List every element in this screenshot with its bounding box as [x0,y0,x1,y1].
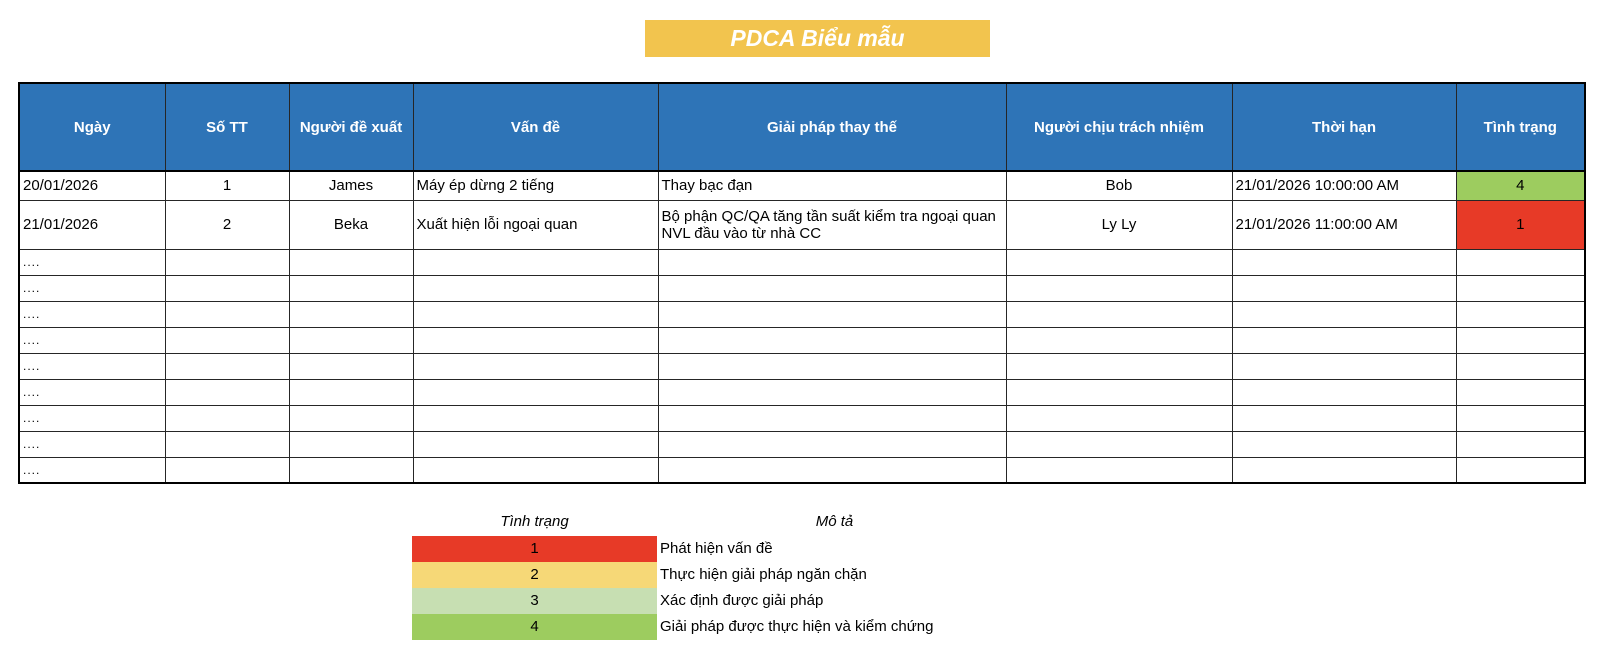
empty-cell[interactable] [289,275,413,301]
empty-cell[interactable] [289,379,413,405]
cell-owner[interactable]: Bob [1006,171,1232,200]
empty-cell[interactable] [658,249,1006,275]
legend-row [412,588,1015,614]
empty-cell[interactable] [289,457,413,483]
cell-deadline[interactable]: 21/01/2026 10:00:00 AM [1232,171,1456,200]
cell-date[interactable]: 21/01/2026 [19,200,165,249]
empty-cell[interactable] [658,327,1006,353]
empty-cell[interactable] [289,327,413,353]
cell-issue[interactable]: Xuất hiện lỗi ngoại quan [413,200,658,249]
legend-description-header: Mô tả [815,513,854,530]
header-row [19,83,1585,171]
empty-cell[interactable] [165,431,289,457]
empty-cell[interactable] [658,457,1006,483]
empty-cell-marker[interactable]: .... [19,379,165,405]
empty-cell[interactable] [1456,379,1585,405]
empty-cell[interactable] [1006,249,1232,275]
empty-cell[interactable] [289,353,413,379]
empty-cell[interactable] [1006,353,1232,379]
empty-cell[interactable] [1456,327,1585,353]
cell-no[interactable]: 1 [165,171,289,200]
empty-cell[interactable] [413,431,658,457]
empty-cell[interactable] [1006,327,1232,353]
column-header-date[interactable]: Ngày [19,83,165,171]
pdca-table-body [19,171,1585,483]
legend-status-cell[interactable]: 3 [412,588,657,614]
cell-issue[interactable]: Máy ép dừng 2 tiếng [413,171,658,200]
empty-cell[interactable] [413,275,658,301]
empty-cell[interactable] [1456,405,1585,431]
empty-table-row [19,353,1585,379]
empty-cell[interactable] [289,249,413,275]
cell-owner[interactable]: Ly Ly [1006,200,1232,249]
empty-cell[interactable] [413,301,658,327]
empty-cell-marker[interactable]: .... [19,457,165,483]
empty-table-row [19,457,1585,483]
empty-cell[interactable] [289,405,413,431]
empty-cell[interactable] [1232,301,1456,327]
empty-cell-marker[interactable]: .... [19,301,165,327]
empty-cell[interactable] [289,431,413,457]
empty-cell-marker[interactable]: .... [19,431,165,457]
table-row [19,200,1585,249]
column-header-status[interactable]: Tình trạng [1456,83,1585,171]
empty-cell[interactable] [1232,249,1456,275]
cell-proposer[interactable]: Beka [289,200,413,249]
empty-cell[interactable] [1232,379,1456,405]
empty-cell[interactable] [1456,301,1585,327]
empty-table-row [19,275,1585,301]
title-banner[interactable] [645,20,990,57]
empty-cell[interactable] [413,327,658,353]
empty-cell[interactable] [658,275,1006,301]
page-title: PDCA Biểu mẫu [730,25,905,51]
empty-cell[interactable] [1232,431,1456,457]
empty-cell[interactable] [1006,457,1232,483]
status-cell[interactable]: 4 [1456,171,1585,200]
legend-row [412,536,1015,562]
column-header-proposer[interactable]: Người đề xuất [289,83,413,171]
empty-cell[interactable] [1006,379,1232,405]
cell-solution[interactable]: Bộ phận QC/QA tăng tần suất kiểm tra ngoại quan NVL đầu vào từ nhà CC [658,200,1006,249]
column-header-owner[interactable]: Người chịu trách nhiệm [1006,83,1232,171]
legend-description-cell: Giải pháp được thực hiện và kiểm chứng [660,618,934,635]
empty-cell[interactable] [658,405,1006,431]
empty-cell[interactable] [1232,457,1456,483]
cell-proposer[interactable]: James [289,171,413,200]
legend-status-cell[interactable]: 2 [412,562,657,588]
pdca-table [18,82,1586,484]
legend-description-cell: Phát hiện vấn đề [660,540,773,557]
empty-cell[interactable] [413,249,658,275]
empty-cell-marker[interactable]: .... [19,275,165,301]
empty-cell[interactable] [413,379,658,405]
cell-no[interactable]: 2 [165,200,289,249]
empty-cell[interactable] [1006,275,1232,301]
empty-cell[interactable] [165,327,289,353]
empty-cell[interactable] [1456,353,1585,379]
empty-cell[interactable] [413,405,658,431]
empty-cell[interactable] [1456,457,1585,483]
empty-cell[interactable] [165,379,289,405]
legend-status-header: Tình trạng [500,513,569,530]
legend-description-cell: Thực hiện giải pháp ngăn chặn [660,566,867,583]
empty-cell[interactable] [1006,405,1232,431]
legend-status-cell[interactable]: 4 [412,614,657,640]
empty-cell-marker[interactable]: .... [19,353,165,379]
empty-table-row [19,249,1585,275]
empty-cell[interactable] [658,379,1006,405]
empty-cell[interactable] [1232,327,1456,353]
cell-date[interactable]: 20/01/2026 [19,171,165,200]
status-cell[interactable]: 1 [1456,200,1585,249]
legend-header-row [412,507,1015,536]
empty-cell[interactable] [1232,353,1456,379]
empty-cell-marker[interactable]: .... [19,327,165,353]
empty-cell[interactable] [165,353,289,379]
legend-status-cell[interactable]: 1 [412,536,657,562]
empty-cell[interactable] [1232,275,1456,301]
legend-row [412,562,1015,588]
empty-cell[interactable] [289,301,413,327]
empty-cell[interactable] [1456,431,1585,457]
table-row [19,171,1585,200]
empty-cell[interactable] [1006,301,1232,327]
empty-cell[interactable] [165,275,289,301]
empty-cell[interactable] [658,353,1006,379]
cell-deadline[interactable]: 21/01/2026 11:00:00 AM [1232,200,1456,249]
legend-row [412,614,1015,640]
empty-cell[interactable] [1006,431,1232,457]
empty-table-row [19,327,1585,353]
empty-cell-marker[interactable]: .... [19,249,165,275]
empty-table-row [19,301,1585,327]
empty-table-row [19,379,1585,405]
empty-cell[interactable] [165,405,289,431]
empty-table-row [19,431,1585,457]
column-header-solution[interactable]: Giải pháp thay thế [658,83,1006,171]
column-header-deadline[interactable]: Thời hạn [1232,83,1456,171]
empty-cell[interactable] [1456,249,1585,275]
empty-cell[interactable] [658,431,1006,457]
empty-table-row [19,405,1585,431]
empty-cell[interactable] [413,353,658,379]
column-header-issue[interactable]: Vấn đề [413,83,658,171]
empty-cell[interactable] [658,301,1006,327]
status-legend [412,507,1015,640]
empty-cell[interactable] [165,301,289,327]
column-header-no[interactable]: Số TT [165,83,289,171]
legend-rows [412,536,1015,640]
empty-cell[interactable] [1232,405,1456,431]
empty-cell[interactable] [1456,275,1585,301]
empty-cell[interactable] [165,457,289,483]
empty-cell-marker[interactable]: .... [19,405,165,431]
cell-solution[interactable]: Thay bạc đạn [658,171,1006,200]
empty-cell[interactable] [413,457,658,483]
empty-cell[interactable] [165,249,289,275]
legend-description-cell: Xác định được giải pháp [660,592,824,609]
